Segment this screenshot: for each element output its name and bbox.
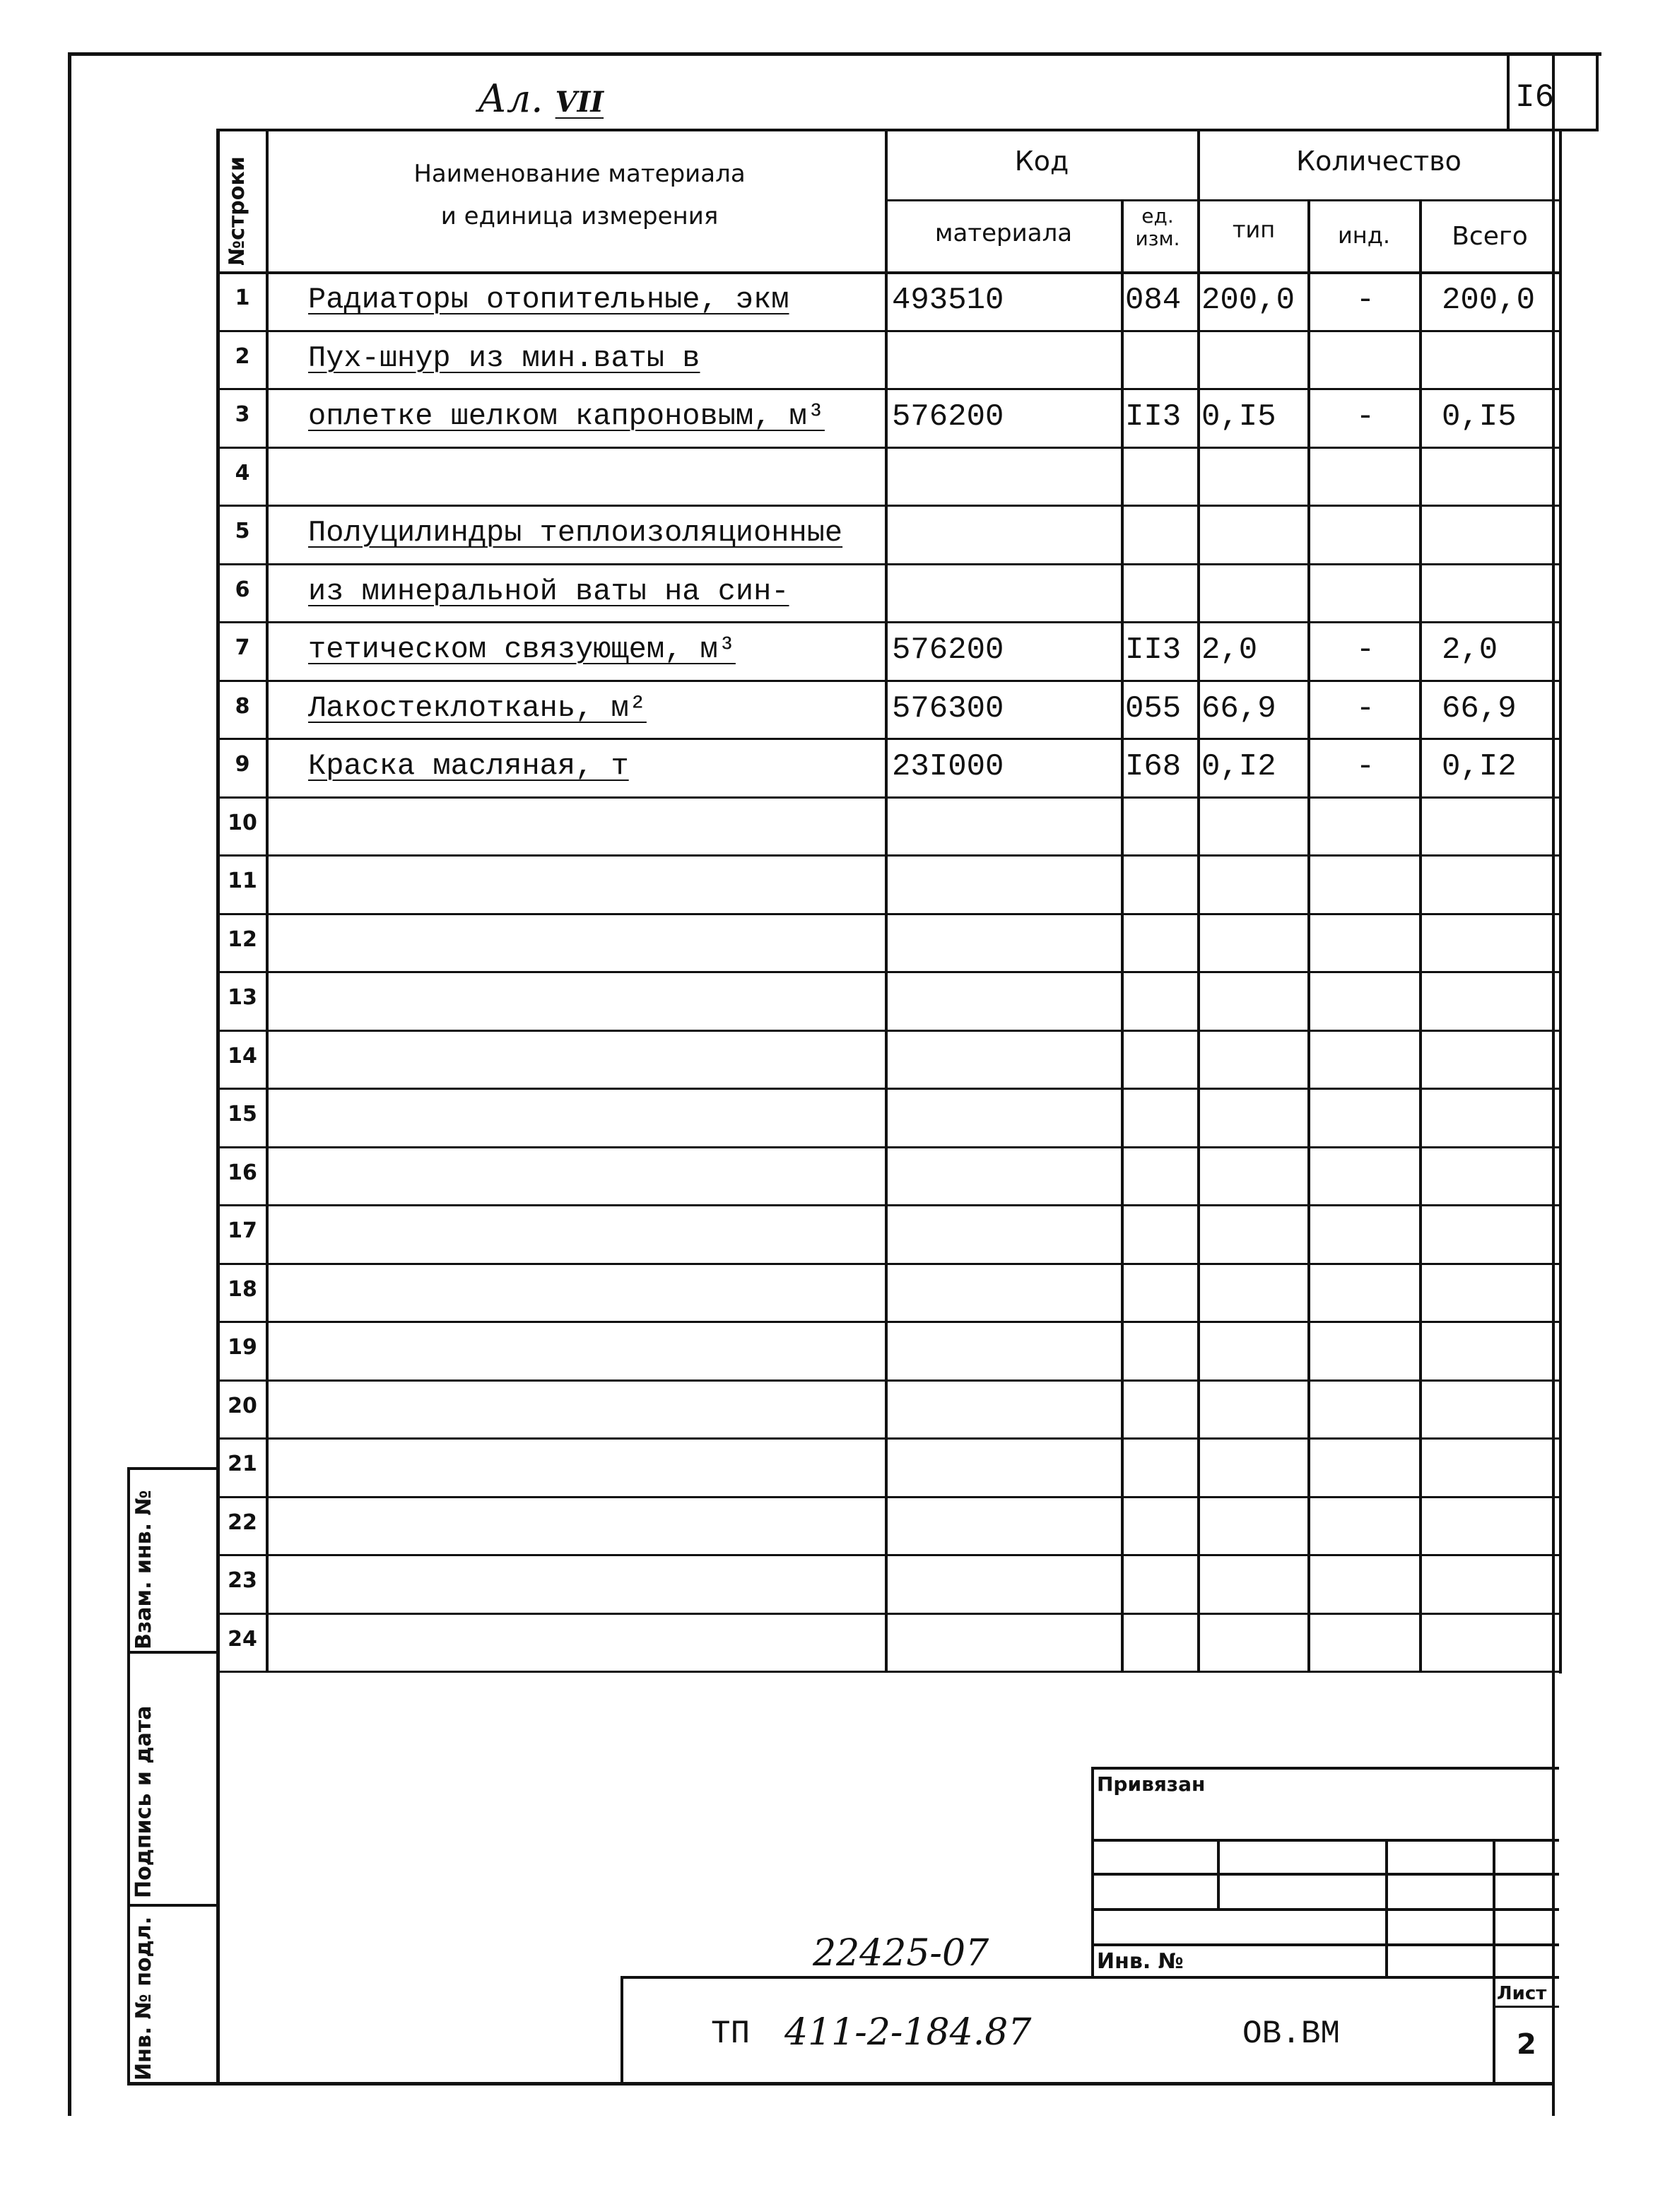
tb-inv-no: Инв. № (1097, 1949, 1184, 1974)
header-qty-type: тип (1232, 216, 1276, 243)
tb-list-div (1493, 2006, 1559, 2008)
row-number: 8 (235, 693, 250, 719)
inner-frame-bottom (127, 2082, 1555, 2085)
row-name: Краска масляная, т (308, 749, 629, 783)
col-line-qty-total (1419, 199, 1422, 1671)
tb-row4 (1091, 1943, 1559, 1946)
row-number: 17 (228, 1218, 257, 1243)
row-line (216, 447, 1559, 449)
row-number: 21 (228, 1452, 257, 1476)
row-unit: 055 (1125, 690, 1182, 726)
stamp-inv-podl: Инв. № подл. (131, 1916, 156, 2081)
row-code: 576200 (892, 399, 1004, 435)
side-stamp-div2 (127, 1651, 219, 1654)
row-line (216, 1146, 1559, 1148)
tb-v1 (1217, 1839, 1220, 1910)
header-qty-total: Всего (1452, 222, 1528, 251)
row-name: из минеральной ваты на син- (308, 574, 789, 608)
row-number: 4 (235, 460, 250, 486)
tb-archive-number: 22425-07 (813, 1932, 989, 1975)
side-stamp-left (127, 1467, 130, 2085)
header-name-line2: и единица измерения (440, 202, 719, 230)
row-number: 23 (228, 1568, 257, 1593)
outer-frame-top (68, 52, 1601, 56)
row-qty-ind: - (1356, 399, 1375, 435)
stamp-podpis-data: Подпись и дата (131, 1705, 156, 1898)
row-line (216, 1263, 1559, 1265)
row-qty-total: 66,9 (1442, 690, 1517, 726)
tb-main-left (621, 1976, 623, 2083)
tb-row2 (1091, 1873, 1559, 1876)
row-code: 576200 (892, 633, 1004, 668)
album-label: Ал. VII (478, 76, 604, 121)
row-line (216, 796, 1559, 799)
row-number: 18 (228, 1276, 257, 1302)
col-line-code-unit (1121, 199, 1124, 1671)
row-number: 5 (235, 519, 250, 543)
row-qty-total: 2,0 (1442, 633, 1498, 668)
row-line (216, 388, 1559, 390)
row-number: 1 (235, 286, 250, 310)
outer-frame-left (68, 52, 71, 2116)
header-code-unit: ед. изм. (1135, 204, 1180, 250)
row-name: Полуцилиндры теплоизоляционные (308, 516, 843, 550)
row-qty-ind: - (1356, 690, 1375, 726)
row-qty-ind: - (1356, 283, 1375, 318)
tb-list-label: Лист (1497, 1983, 1547, 2004)
row-qty-total: 0,I5 (1442, 399, 1517, 435)
page-number-box-left (1507, 52, 1510, 130)
row-line (216, 1379, 1559, 1382)
side-stamp-div3 (127, 1904, 219, 1907)
header-mid-line (885, 199, 1559, 201)
row-name: Радиаторы отопительные, экм (308, 283, 789, 317)
header-code: Код (1014, 146, 1069, 177)
row-unit: II3 (1125, 633, 1182, 668)
tb-privyazan: Привязан (1097, 1772, 1206, 1796)
side-stamp-div1 (127, 1467, 219, 1470)
row-number: 19 (228, 1335, 257, 1360)
row-qty-type: 66,9 (1201, 690, 1276, 726)
row-number: 15 (228, 1102, 257, 1126)
row-qty-ind: - (1356, 749, 1375, 784)
row-name: тетическом связующем, м³ (308, 633, 736, 666)
row-number: 13 (228, 985, 257, 1010)
row-unit: I68 (1125, 749, 1182, 784)
row-number: 20 (228, 1393, 257, 1418)
row-line (216, 1088, 1559, 1090)
row-qty-total: 200,0 (1442, 283, 1536, 318)
row-qty-type: 2,0 (1201, 633, 1258, 668)
row-number: 2 (235, 343, 250, 369)
row-unit: 084 (1125, 283, 1182, 318)
row-number: 3 (235, 402, 250, 427)
outer-frame-right (1552, 52, 1555, 2116)
row-line (216, 330, 1559, 332)
row-number: 12 (228, 926, 257, 952)
tb-row3 (1091, 1908, 1559, 1911)
row-line (216, 854, 1559, 857)
row-number: 11 (228, 869, 257, 893)
tb-v2 (1385, 1839, 1388, 1977)
tb-doc-code: ОВ.ВМ (1242, 2016, 1341, 2052)
header-code-material: материала (934, 219, 1073, 247)
page-number: I6 (1515, 79, 1555, 116)
row-number: 9 (235, 752, 250, 777)
header-name-line1: Наименование материала (413, 160, 746, 188)
row-line (216, 913, 1559, 915)
row-line (216, 1671, 1559, 1673)
row-line (216, 1554, 1559, 1556)
row-number: 24 (228, 1626, 257, 1652)
row-name: оплетке шелком капроновым, м³ (308, 399, 825, 433)
row-qty-type: 200,0 (1201, 283, 1295, 318)
col-line-right (1559, 129, 1562, 1673)
row-qty-type: 0,I2 (1201, 749, 1276, 784)
row-line (216, 1321, 1559, 1323)
row-line (216, 621, 1559, 623)
row-line (216, 1204, 1559, 1206)
col-line-qty-ind (1307, 199, 1310, 1671)
row-line (216, 563, 1559, 565)
tb-tp-prefix: ТП (711, 2016, 751, 2052)
row-line (216, 1496, 1559, 1498)
header-qty-ind: инд. (1337, 222, 1390, 249)
tb-top (1091, 1767, 1559, 1770)
row-number: 10 (228, 810, 257, 835)
row-qty-total: 0,I2 (1442, 749, 1517, 784)
header-bottom-line (216, 271, 1559, 274)
row-number: 14 (228, 1043, 257, 1069)
inner-frame-top (216, 129, 1559, 131)
row-line (216, 971, 1559, 973)
tb-v3 (1493, 1839, 1495, 2082)
row-code: 23I000 (892, 749, 1004, 784)
row-number: 6 (235, 577, 250, 602)
header-quantity: Количество (1296, 146, 1462, 177)
row-number: 7 (235, 635, 250, 660)
row-line (216, 505, 1559, 507)
row-unit: II3 (1125, 399, 1182, 435)
tb-main-top (621, 1976, 1559, 1979)
row-qty-ind: - (1356, 633, 1375, 668)
row-name: Лакостеклоткань, м² (308, 690, 647, 725)
tb-list-number: 2 (1517, 2028, 1536, 2061)
stamp-vzam-inv: Взам. инв. № (131, 1490, 156, 1649)
row-line (216, 1030, 1559, 1032)
row-code: 576300 (892, 690, 1004, 726)
row-line (216, 1613, 1559, 1615)
header-row-no: №строки (225, 156, 249, 266)
row-line (216, 680, 1559, 682)
album-roman: VII (555, 86, 604, 119)
row-number: 22 (228, 1510, 257, 1535)
row-line (216, 1437, 1559, 1440)
tb-tp-number: 411-2-184.87 (784, 2011, 1032, 2054)
tb-row1 (1091, 1839, 1559, 1842)
page-number-box-right (1596, 52, 1599, 131)
row-name: Пух-шнур из мин.ваты в (308, 341, 700, 375)
row-qty-type: 0,I5 (1201, 399, 1276, 435)
row-line (216, 738, 1559, 740)
row-code: 493510 (892, 283, 1004, 318)
row-number: 16 (228, 1160, 257, 1185)
